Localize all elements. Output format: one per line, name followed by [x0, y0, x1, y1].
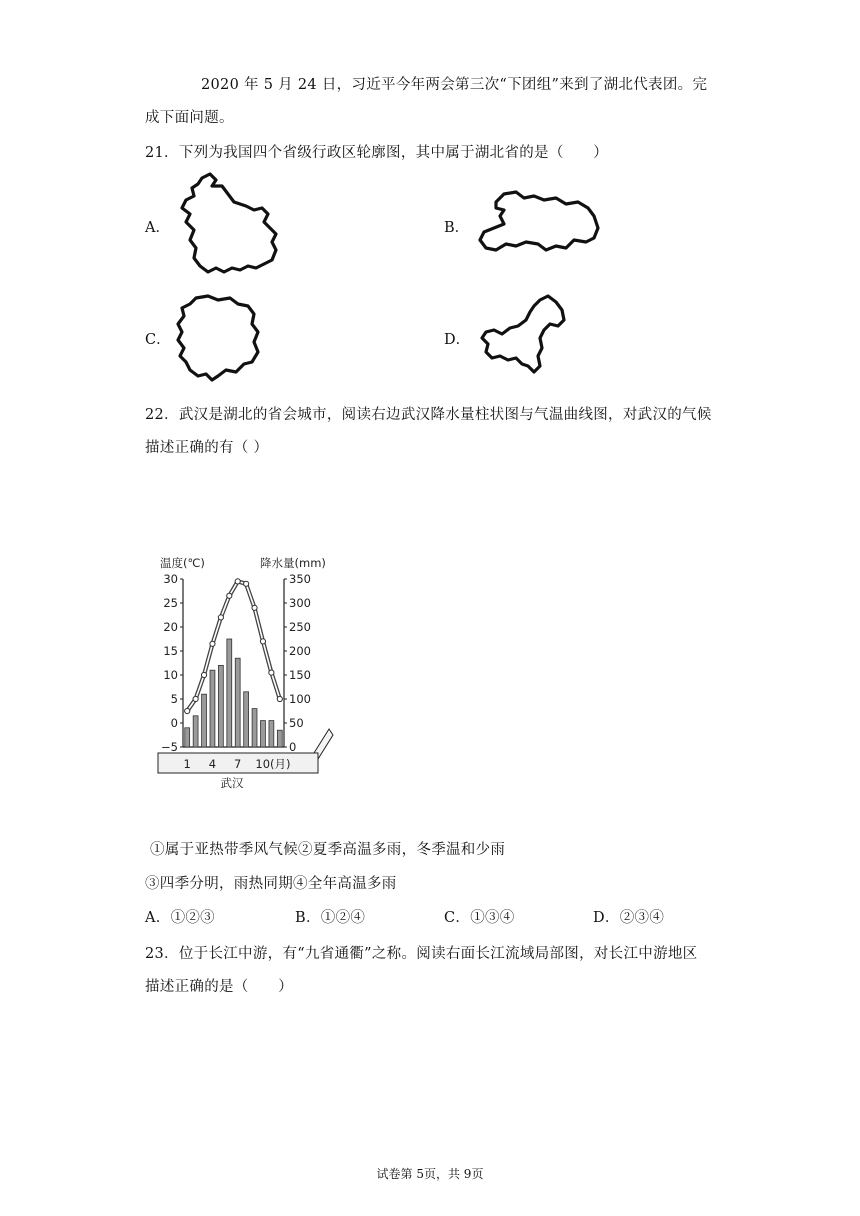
temperature-tick-label: 20: [163, 620, 178, 634]
month-tick-label: 7: [234, 757, 242, 771]
precipitation-tick-label: 50: [289, 716, 304, 730]
q22-statements-line-1: ①属于亚热带季风气候②夏季高温多雨，冬季温和少雨: [150, 842, 506, 858]
temperature-tick-label: 30: [163, 572, 178, 586]
precipitation-tick-label: 0: [289, 740, 297, 754]
precipitation-tick-label: 200: [289, 644, 311, 658]
temperature-point: [252, 605, 257, 610]
precipitation-bar: [185, 728, 190, 747]
precipitation-bar: [252, 709, 257, 747]
precipitation-bar: [227, 639, 232, 747]
intro-line-2: 成下面问题。: [145, 110, 234, 126]
temperature-point: [193, 696, 198, 701]
precipitation-bar: [261, 721, 266, 747]
province-outline-d-icon: [478, 294, 570, 376]
province-outline-b-icon: [474, 188, 604, 260]
temperature-point: [244, 581, 249, 586]
temperature-point: [260, 639, 265, 644]
q22-choice-a[interactable]: A．①②③: [145, 910, 215, 926]
temperature-point: [185, 708, 190, 713]
precipitation-tick-label: 250: [289, 620, 311, 634]
temperature-tick-label: −5: [161, 740, 178, 754]
precipitation-tick-label: 150: [289, 668, 311, 682]
precipitation-bar: [235, 658, 240, 747]
q22-stem-line-1: 22．武汉是湖北的省会城市，阅读右边武汉降水量柱状图与气温曲线图，对武汉的气候: [145, 407, 712, 423]
precipitation-bar: [193, 716, 198, 747]
province-outline-c-icon: [172, 292, 264, 384]
wuhan-climate-chart: [150, 552, 350, 797]
q22-choice-b[interactable]: B．①②④: [295, 910, 366, 926]
intro-line-1: 2020 年 5 月 24 日，习近平今年两会第三次“下团组”来到了湖北代表团。完: [201, 77, 708, 93]
temperature-point: [210, 641, 215, 646]
month-tick-label: 10(月): [255, 757, 291, 771]
q23-stem-line-1: 23．位于长江中游，有“九省通衢”之称。阅读右面长江流域局部图，对长江中游地区: [145, 946, 698, 962]
province-outline-a-icon: [172, 172, 282, 276]
temperature-point: [277, 696, 282, 701]
precipitation-tick-label: 350: [289, 572, 311, 586]
q22-statements-line-2: ③四季分明，雨热同期④全年高温多雨: [145, 876, 397, 892]
temperature-point: [269, 670, 274, 675]
q21-option-d-label: D．: [444, 332, 471, 348]
temperature-tick-label: 25: [163, 596, 178, 610]
temperature-tick-label: 0: [170, 716, 178, 730]
temperature-point: [201, 672, 206, 677]
chart-caption: 武汉: [220, 776, 244, 790]
q22-stem-line-2: 描述正确的有（ ）: [145, 440, 269, 456]
precipitation-bar: [269, 721, 274, 747]
q23-stem-line-2: 描述正确的是（ ）: [145, 979, 293, 995]
temperature-axis-title: 温度(℃): [160, 556, 205, 570]
temperature-point: [227, 593, 232, 598]
temperature-point: [218, 615, 223, 620]
q21-option-b-label: B．: [444, 220, 470, 236]
precipitation-axis-title: 降水量(mm): [260, 556, 326, 570]
precipitation-bar: [218, 665, 223, 747]
precipitation-tick-label: 300: [289, 596, 311, 610]
month-tick-label: 4: [208, 757, 217, 771]
q21-option-c-label: C．: [145, 332, 171, 348]
month-tick-label: 1: [183, 757, 191, 771]
precipitation-bar: [202, 694, 207, 747]
q21-stem: 21．下列为我国四个省级行政区轮廓图，其中属于湖北省的是（ ）: [145, 145, 609, 161]
temperature-tick-label: 15: [163, 644, 178, 658]
precipitation-bar: [244, 692, 249, 747]
precipitation-tick-label: 100: [289, 692, 311, 706]
precipitation-bar: [210, 670, 215, 747]
temperature-tick-label: 10: [163, 668, 178, 682]
temperature-line-outer: [187, 581, 280, 711]
page-footer: 试卷第 5页，共 9页: [376, 1167, 484, 1181]
q22-choice-c[interactable]: C．①③④: [444, 910, 515, 926]
precipitation-bar: [277, 730, 282, 747]
q21-option-a-label: A．: [145, 220, 170, 236]
temperature-tick-label: 5: [170, 692, 178, 706]
temperature-point: [235, 579, 240, 584]
q22-choice-d[interactable]: D．②③④: [593, 910, 665, 926]
